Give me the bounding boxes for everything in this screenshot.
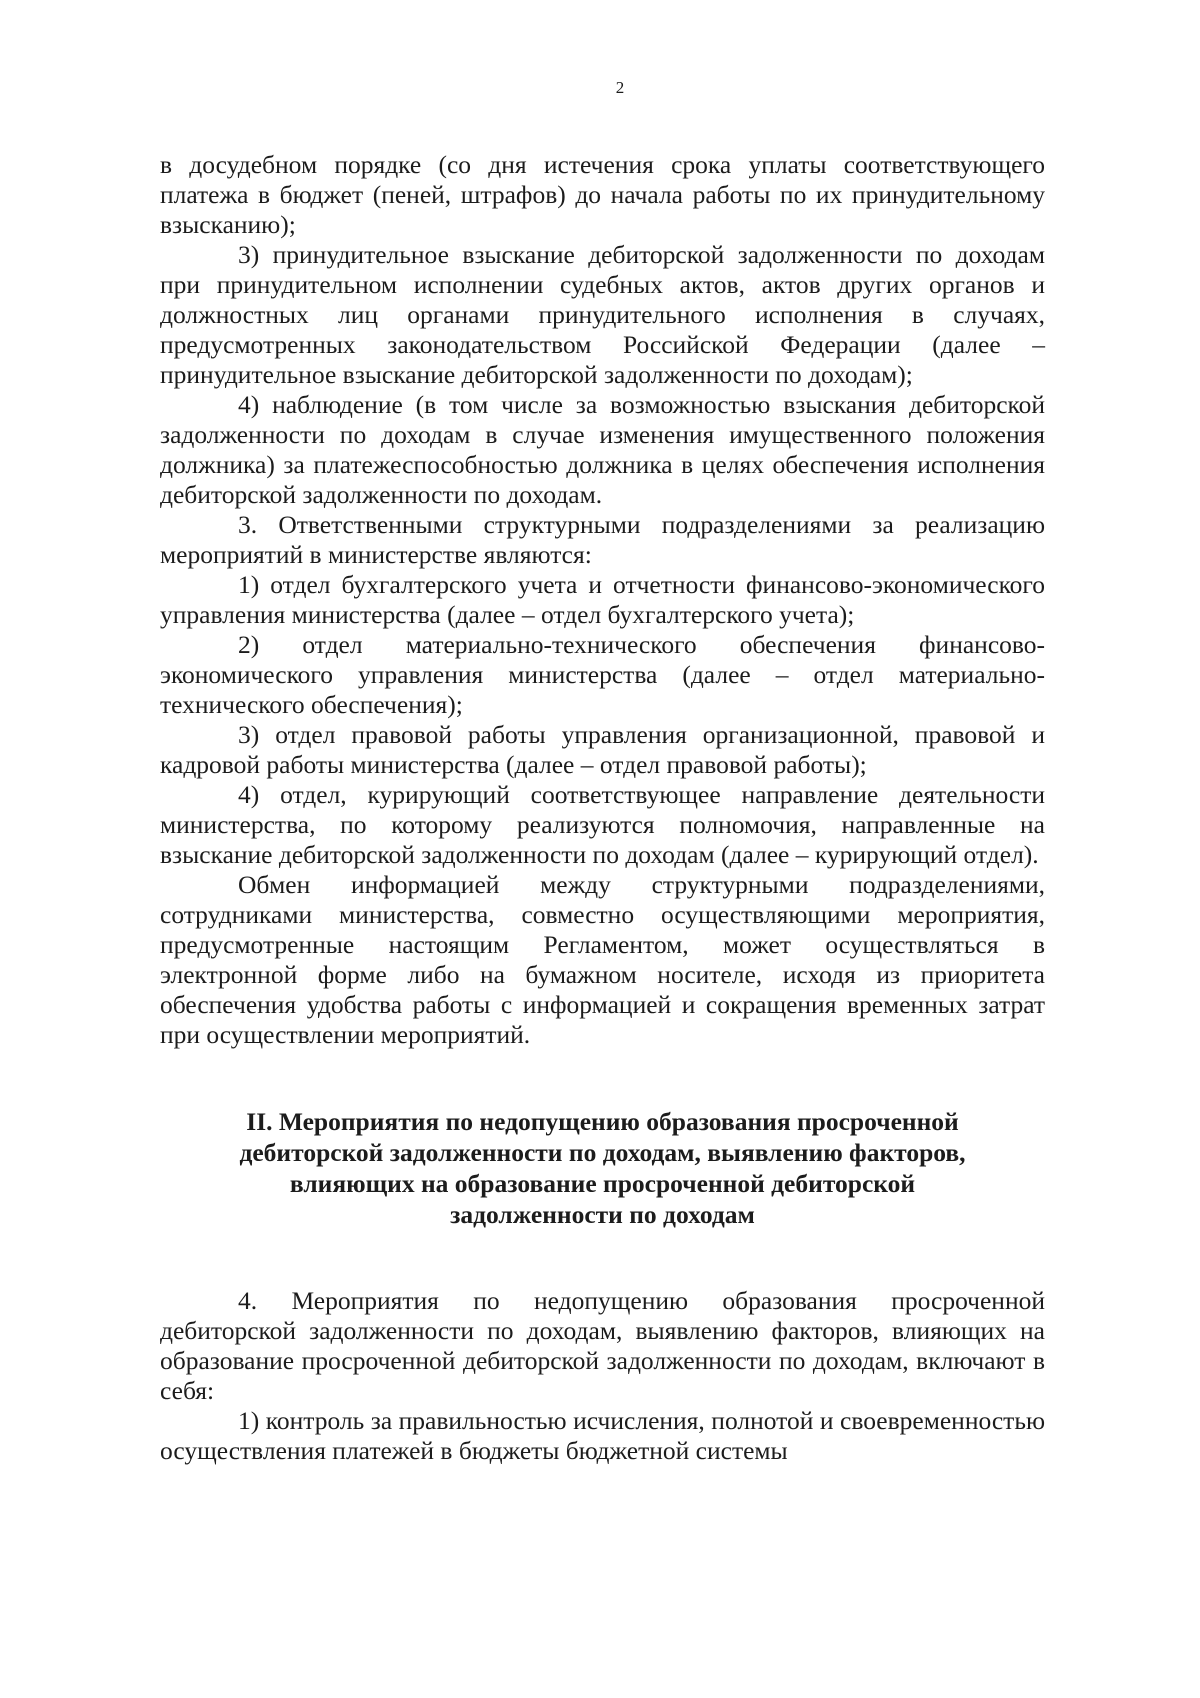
section-heading-line: II. Мероприятия по недопущению образования просроченной (246, 1107, 959, 1136)
page-number: 2 (615, 78, 625, 97)
section-heading-line: влияющих на образование просроченной дебиторской (289, 1169, 916, 1198)
paragraph-dept-accounting: 1) отдел бухгалтерского учета и отчетности финансово-экономического управления министерства (далее – отдел бухгалтерского учета); (160, 570, 1045, 629)
section-heading-line: дебиторской задолженности по доходам, выявлению факторов, (239, 1138, 966, 1167)
document-body (160, 150, 1045, 1466)
section-heading (160, 1106, 1045, 1230)
paragraph-item-3-enforced-collection: 3) принудительное взыскание дебиторской задолженности по доходам при принудительном исполнении судебных актов, актов других органов и должностных лиц органами принудительного исполнения в случаях, предусмотренных законодательством Российской Федерации (далее – принудительное взыскание дебиторской задолженности по доходам); (160, 240, 1045, 389)
paragraph-item-1-control: 1) контроль за правильностью исчисления, полнотой и своевременностью осуществления платежей в бюджеты бюджетной системы (160, 1406, 1045, 1465)
section-heading-line: задолженности по доходам (450, 1200, 755, 1229)
paragraph-dept-legal: 3) отдел правовой работы управления организационной, правовой и кадровой работы министерства (далее – отдел правовой работы); (160, 720, 1045, 779)
paragraph-dept-logistics: 2) отдел материально-технического обеспечения финансово-экономического управления министерства (далее – отдел материально-технического обеспечения); (160, 630, 1045, 719)
paragraph-dept-supervising: 4) отдел, курирующий соответствующее направление деятельности министерства, по которому реализуются полномочия, направленные на взыскание дебиторской задолженности по доходам (далее – курирующий отдел). (160, 780, 1045, 869)
paragraph-item-4-monitoring: 4) наблюдение (в том числе за возможностью взыскания дебиторской задолженности по доходам в случае изменения имущественного положения должника) за платежеспособностью должника в целях обеспечения исполнения дебиторской задолженности по доходам. (160, 390, 1045, 509)
paragraph-continuation: в досудебном порядке (со дня истечения срока уплаты соответствующего платежа в бюджет (пеней, штрафов) до начала работы по их принудительному взысканию); (160, 150, 1045, 239)
paragraph-clause-4: 4. Мероприятия по недопущению образования просроченной дебиторской задолженности по доходам, выявлению факторов, влияющих на образование просроченной дебиторской задолженности по доходам, включают в себя: (160, 1286, 1045, 1405)
paragraph-clause-3: 3. Ответственными структурными подразделениями за реализацию мероприятий в министерстве являются: (160, 510, 1045, 569)
paragraph-information-exchange: Обмен информацией между структурными подразделениями, сотрудниками министерства, совместно осуществляющими мероприятия, предусмотренные настоящим Регламентом, может осуществляться в электронной форме либо на бумажном носителе, исходя из приоритета обеспечения удобства работы с информацией и сокращения временных затрат при осуществлении мероприятий. (160, 870, 1045, 1049)
